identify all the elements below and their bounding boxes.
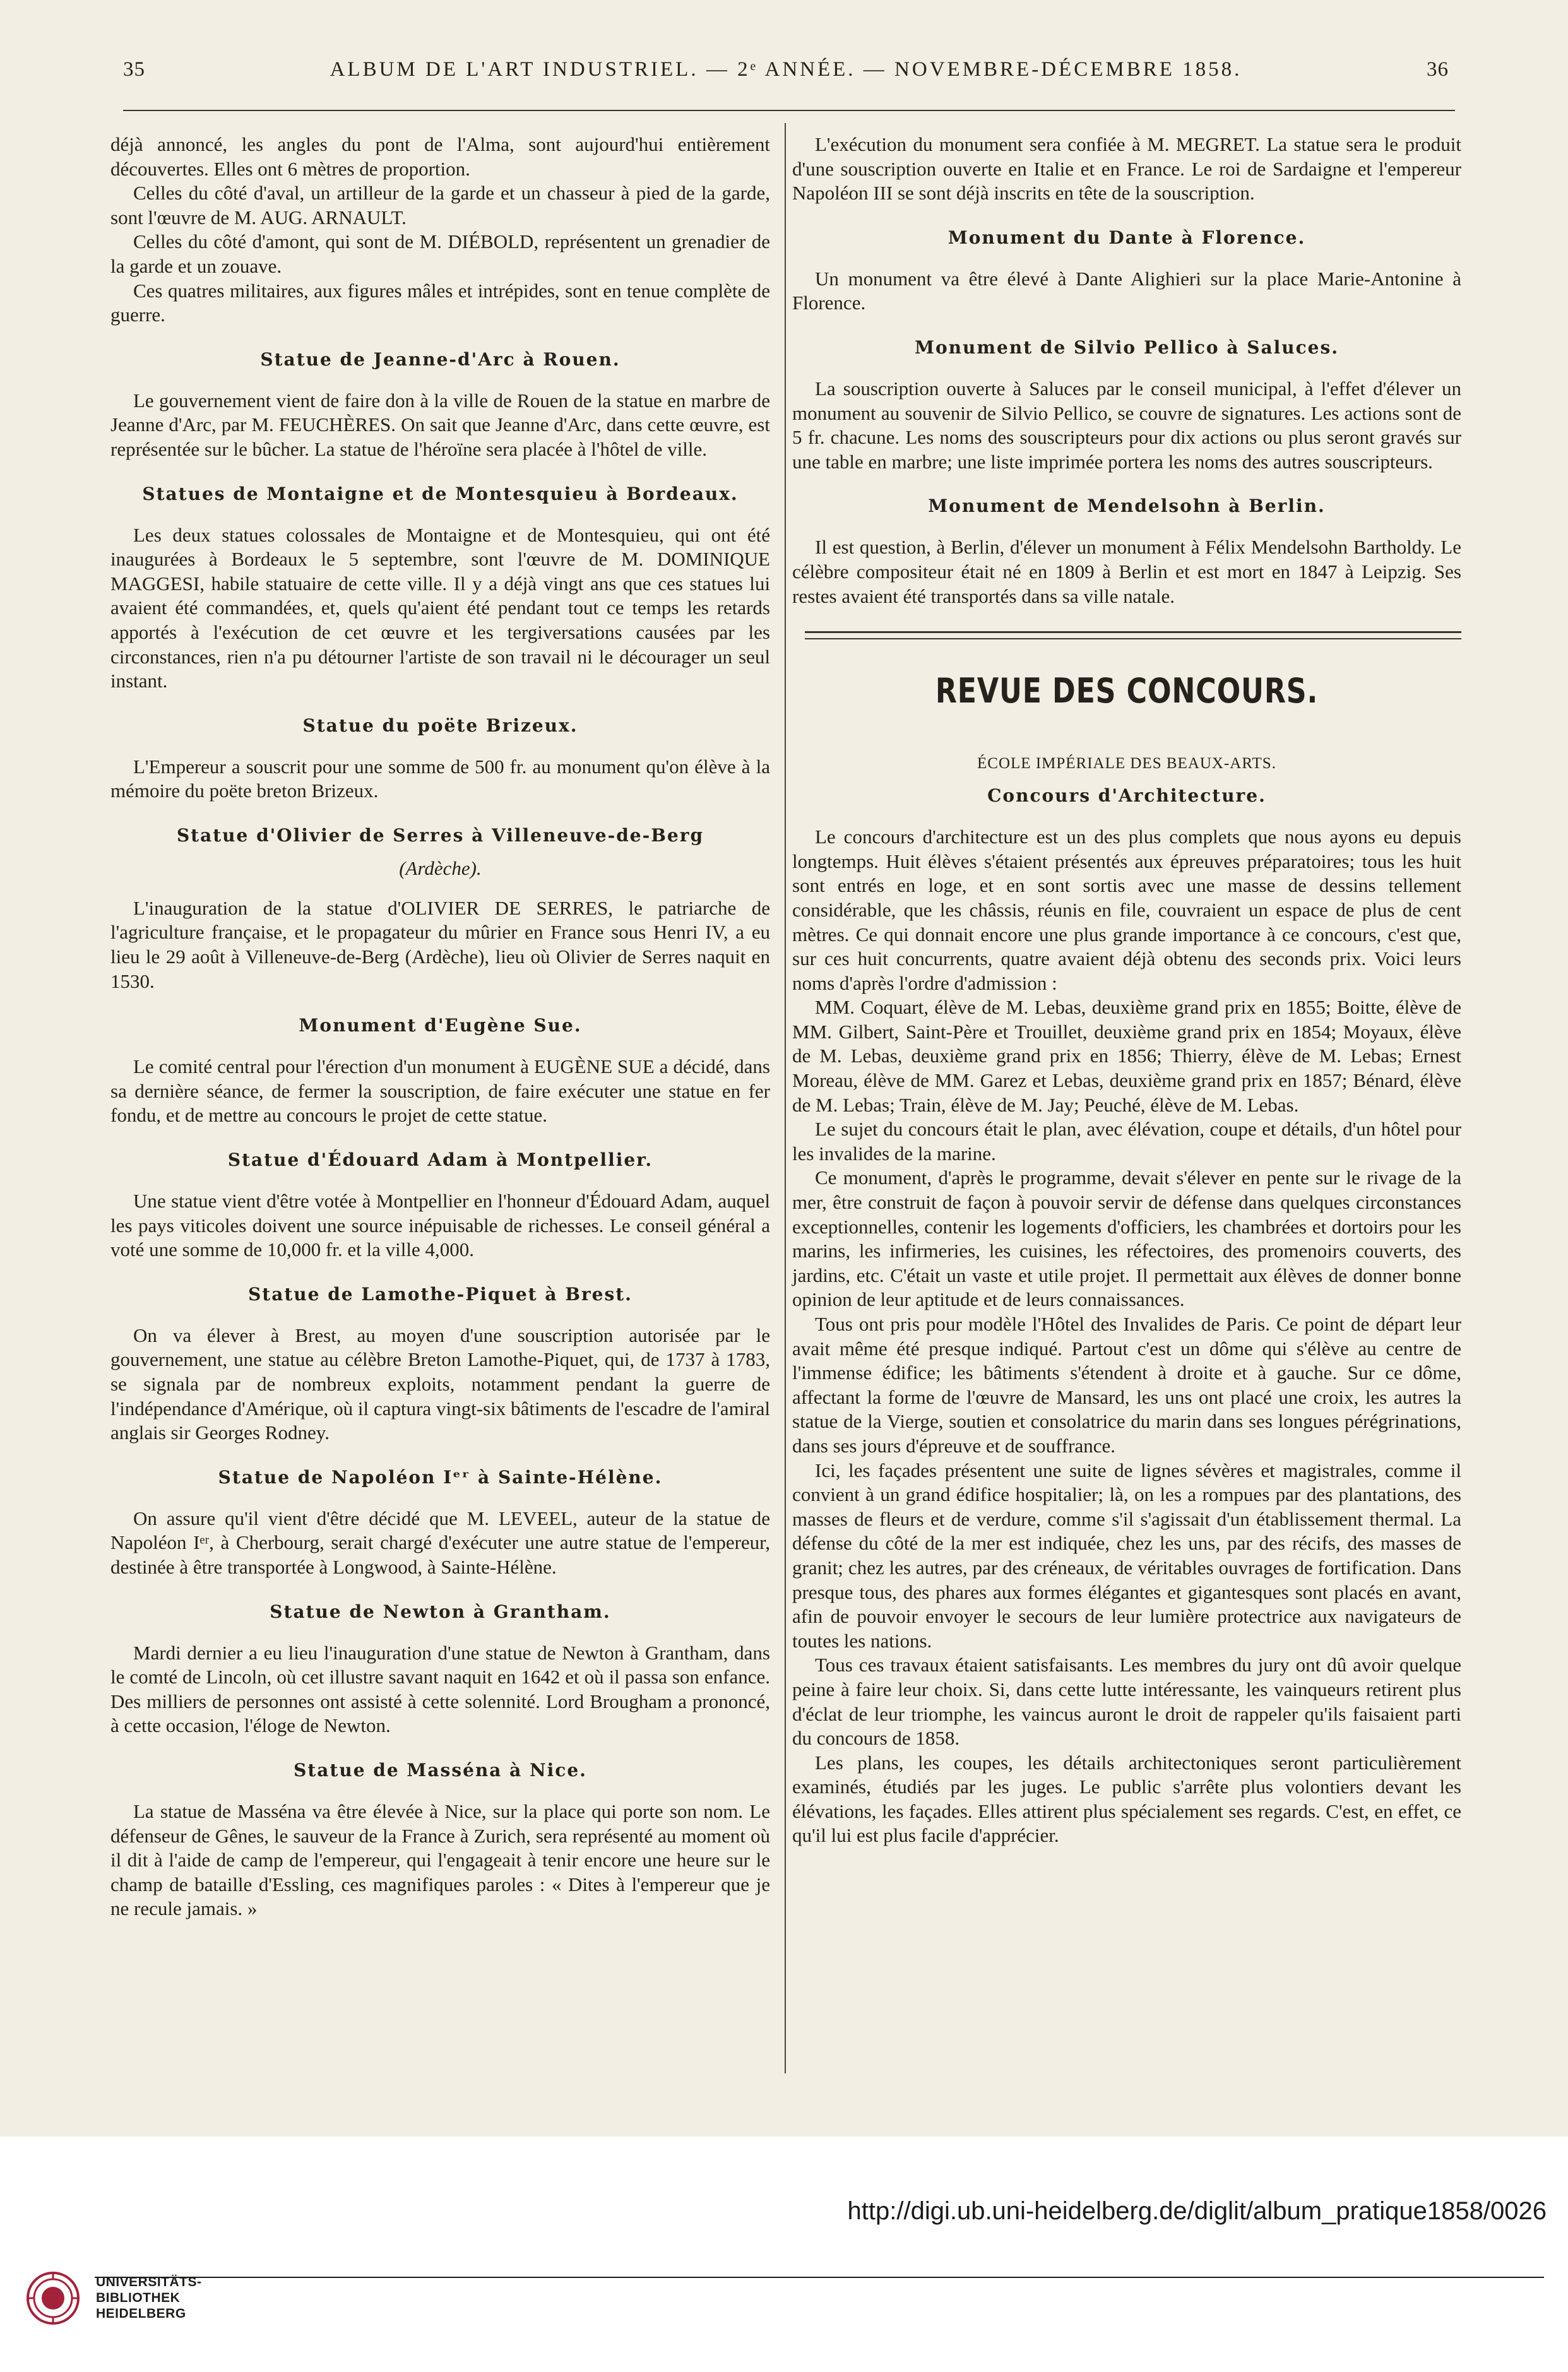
paragraph: Ces quatres militaires, aux figures mâles et intrépides, sont en tenue complète de guerre. bbox=[110, 279, 770, 326]
revue-title: REVUE DES CONCOURS. bbox=[935, 671, 1319, 711]
paragraph: Ici, les façades présentent une suite de lignes sévères et magistrales, comme il convient à un grand édifice hospitalier; là, on les a rompues par des plantations, des masses de fleurs et de verdure, comme s'il s'agissait d'un établissement thermal. La défense du côté de la mer est indiquée, chez les uns, par des récifs, des masses de granit; chez les autres, par des créneaux, de véritables ouvrages de fortification. Dans presque tous, des phares aux formes élégantes et gigantesques sont placés en avant, afin de pouvoir envoyer le secours de leur lumière protectrice aux navigateurs de toutes les nations. bbox=[792, 1459, 1461, 1652]
section-heading: Statue de Napoléon Iᵉʳ à Sainte-Hélène. bbox=[218, 1466, 663, 1488]
paragraph: Mardi dernier a eu lieu l'inauguration d'une statue de Newton à Grantham, dans le comté de Lincoln, où cet illustre savant naquit en 1642 et où il passa son enfance. Des milliers de personnes ont assisté à cette solennité. Lord Brougham a prononcé, à cette occasion, l'éloge de Newton. bbox=[110, 1641, 770, 1737]
library-name-line: UNIVERSITÄTS- bbox=[96, 2275, 202, 2289]
paragraph: Le concours d'architecture est un des plus complets que nous ayons eu depuis longtemps. Huit élèves s'étaient présentés aux épreuves préparatoires; tous les huit sont entrés en loge, et en sont sortis avec une masse de dessins tellement considérable, que les châssis, réunis en file, couvraient un espace de plus de cent mètres. Ce qui donnait encore une plus grande importance à ce concours, c'est que, sur ces huit concurrents, quatre avaient déjà obtenu des seconds prix. Voici leurs noms d'après l'ordre d'admission : bbox=[792, 826, 1461, 994]
double-rule bbox=[805, 631, 1461, 639]
school-name: ÉCOLE IMPÉRIALE DES BEAUX-ARTS. bbox=[977, 755, 1276, 773]
paragraph: MM. Coquart, élève de M. Lebas, deuxième grand prix en 1855; Boitte, élève de MM. Gilbert, Saint-Père et Trouillet, deuxième grand prix en 1854; Moyaux, élève de M. Lebas, deuxième grand prix en 1856; Thierry, élève de M. Lebas; Ernest Moreau, élève de MM. Garez et Lebas, deuxième grand prix en 1857; Bénard, élève de M. Lebas; Train, élève de M. Jay; Peuché, élève de M. Lebas. bbox=[792, 996, 1461, 1116]
section-heading: Statue du poëte Brizeux. bbox=[302, 715, 578, 736]
paragraph: Ce monument, d'après le programme, devait s'élever en pente sur le rivage de la mer, être construit de façon à pouvoir servir de défense dans quelques circonstances exceptionnelles, contenir les logements d'officiers, les chambrées et dortoirs pour les marins, les infirmeries, les cuisines, les réfectoires, des promenoirs couverts, des jardins, etc. C'était un vaste et utile projet. Il permettait aux élèves de donner bonne opinion de leur aptitude et de leurs connaissances. bbox=[792, 1166, 1461, 1311]
library-name bbox=[96, 2274, 202, 2322]
page-number-right: 36 bbox=[1427, 58, 1449, 81]
paragraph: On va élever à Brest, au moyen d'une souscription autorisée par le gouvernement, une statue au célèbre Breton Lamothe-Piquet, qui, de 1737 à 1783, se signala par de nombreux exploits, notamment pendant la guerre de l'indépendance d'Amérique, où il captura vingt-six bâtiments de l'escadre de l'amiral anglais sir Georges Rodney. bbox=[110, 1324, 770, 1444]
journal-title: ALBUM DE L'ART INDUSTRIEL. — 2ᵉ ANNÉE. — NOVEMBRE-DÉCEMBRE 1858. bbox=[330, 58, 1242, 81]
section-heading: Statues de Montaigne et de Montesquieu à Bordeaux. bbox=[142, 483, 739, 504]
paragraph: Une statue vient d'être votée à Montpellier en l'honneur d'Édouard Adam, auquel les pays viticoles doivent une source inépuisable de richesses. Le conseil général a voté une somme de 10,000 fr. et la ville 4,000. bbox=[110, 1190, 770, 1261]
paragraph: Les deux statues colossales de Montaigne et de Montesquieu, qui ont été inaugurées à Bordeaux le 5 septembre, sont l'œuvre de M. DOMINIQUE MAGGESI, habile statuaire de cette ville. Il y a déjà vingt ans que ces statues lui avaient été commandées, et, quels qu'aient été pendant tout ce temps les retards apportés à l'exécution de cet œuvre et les tergiversations causées par les circonstances, rien n'a pu détourner l'artiste de son travail ni le décourager un seul instant. bbox=[110, 523, 770, 692]
library-name-line: BIBLIOTHEK bbox=[96, 2291, 181, 2305]
paragraph: déjà annoncé, les angles du pont de l'Alma, sont aujourd'hui entièrement découvertes. Elles ont 6 mètres de proportion. bbox=[110, 133, 770, 180]
paragraph: Celles du côté d'amont, qui sont de M. DIÉBOLD, représentent un grenadier de la garde et un zouave. bbox=[110, 230, 770, 277]
paragraph: L'exécution du monument sera confiée à M. MEGRET. La statue sera le produit d'une souscription ouverte en Italie et en France. Le roi de Sardaigne et l'empereur Napoléon III se sont déjà inscrits en tête de la souscription. bbox=[792, 133, 1461, 205]
section-heading: Statue de Lamothe-Piquet à Brest. bbox=[248, 1283, 633, 1305]
section-heading: Concours d'Architecture. bbox=[987, 785, 1266, 807]
section-heading: Statue de Masséna à Nice. bbox=[294, 1759, 587, 1781]
running-header bbox=[117, 58, 1455, 90]
section-heading: Monument de Mendelsohn à Berlin. bbox=[928, 495, 1326, 517]
paragraph: Tous ces travaux étaient satisfaisants. Les membres du jury ont dû avoir quelque peine à faire leur choix. Si, dans cette lutte intéressante, les vainqueurs retirent plus d'éclat de leur triomphe, les vaincus auront le droit de rappeler qu'ils faisaient parti du concours de 1858. bbox=[792, 1654, 1461, 1750]
section-heading: Statue d'Olivier de Serres à Villeneuve-de-Berg bbox=[176, 824, 704, 846]
paragraph: Le comité central pour l'érection d'un monument à EUGÈNE SUE a décidé, dans sa dernière séance, de fermer la souscription, de faire exécuter une statue en fer fondu, et de mettre au concours le projet de cette statue. bbox=[110, 1055, 770, 1127]
university-seal-icon bbox=[24, 2269, 82, 2327]
section-heading: Statue de Newton à Grantham. bbox=[270, 1601, 611, 1622]
paragraph: La souscription ouverte à Saluces par le conseil municipal, à l'effet d'élever un monument au souvenir de Silvio Pellico, se couvre de signatures. Les actions sont de 5 fr. chacune. Les noms des souscripteurs pour dix actions ou plus seront gravés sur une table en marbre; une liste imprimée portera les noms des autres souscripteurs. bbox=[792, 377, 1461, 473]
paragraph: Il est question, à Berlin, d'élever un monument à Félix Mendelsohn Bartholdy. Le célèbre compositeur était né en 1809 à Berlin et est mort en 1847 à Leipzig. Ses restes avaient été transportés dans sa ville natale. bbox=[792, 536, 1461, 607]
paragraph: L'inauguration de la statue d'OLIVIER DE SERRES, le patriarche de l'agriculture française, et le propagateur du mûrier en France sous Henri IV, a eu lieu le 29 août à Villeneuve-de-Berg (Ardèche), lieu où Olivier de Serres naquit en 1530. bbox=[110, 896, 770, 992]
paragraph: Les plans, les coupes, les détails architectoniques seront particulièrement examinés, étudiés par les juges. Le public s'arrête plus volontiers devant les élévations, les façades. Elles attirent plus spécialement ses regards. C'est, en effet, ce qu'il lui est plus facile d'apprécier. bbox=[792, 1751, 1461, 1847]
section-heading: Monument d'Eugène Sue. bbox=[299, 1015, 582, 1036]
right-column bbox=[792, 133, 1461, 1848]
paragraph: La statue de Masséna va être élevée à Nice, sur la place qui porte son nom. Le défenseur de Gênes, le sauveur de la France à Zurich, sera représenté au moment où il dit à l'aide de camp de l'empereur, qui l'engageait à tenir encore une heure sur le champ de bataille d'Essling, ces magnifiques paroles : « Dites à l'empereur que je ne recule jamais. » bbox=[110, 1800, 770, 1920]
section-subheading: (Ardèche). bbox=[399, 857, 482, 879]
section-heading: Statue de Jeanne-d'Arc à Rouen. bbox=[260, 348, 621, 370]
page-number-left: 35 bbox=[123, 58, 145, 81]
section-heading: Monument de Silvio Pellico à Saluces. bbox=[915, 336, 1339, 358]
paragraph: Tous ont pris pour modèle l'Hôtel des Invalides de Paris. Ce point de départ leur avait même été presque indiqué. Partout c'est un dôme qui s'élève au centre de l'immense édifice; les bâtiments s'étendent à droite et à gauche. Sur ce dôme, affectant la forme de l'œuvre de Mansard, les uns ont placé une croix, les autres la statue de la Vierge, soutien et consolatrice du marin dans ses longues pérégrinations, dans ses jours d'épreuve et de souffrance. bbox=[792, 1313, 1461, 1457]
left-column bbox=[110, 133, 770, 1921]
permalink[interactable]: http://digi.ub.uni-heidelberg.de/diglit/album_pratique1858/0026 bbox=[847, 2197, 1547, 2225]
paragraph: Celles du côté d'aval, un artilleur de la garde et un chasseur à pied de la garde, sont l'œuvre de M. AUG. ARNAULT. bbox=[110, 182, 770, 228]
footer-rule bbox=[95, 2277, 1544, 2278]
paragraph: L'Empereur a souscrit pour une somme de 500 fr. au monument qu'on élève à la mémoire du poëte breton Brizeux. bbox=[110, 755, 770, 802]
header-rule bbox=[123, 110, 1455, 111]
library-name-line: HEIDELBERG bbox=[96, 2306, 186, 2321]
section-heading: Statue d'Édouard Adam à Montpellier. bbox=[227, 1149, 653, 1171]
column-separator bbox=[785, 123, 786, 2073]
paragraph: Le sujet du concours était le plan, avec élévation, coupe et détails, d'un hôtel pour les invalides de la marine. bbox=[792, 1118, 1461, 1165]
paragraph: Le gouvernement vient de faire don à la ville de Rouen de la statue en marbre de Jeanne d'Arc, par M. FEUCHÈRES. On sait que Jeanne d'Arc, dans cette œuvre, est représentée sur le bûcher. La statue de l'héroïne sera placée à l'hôtel de ville. bbox=[110, 389, 770, 460]
section-heading: Monument du Dante à Florence. bbox=[947, 227, 1306, 248]
paragraph: Un monument va être élevé à Dante Alighieri sur la place Marie-Antonine à Florence. bbox=[792, 267, 1461, 314]
library-footer bbox=[0, 2137, 1568, 2372]
paragraph: On assure qu'il vient d'être décidé que M. LEVEEL, auteur de la statue de Napoléon Iᵉʳ, à Cherbourg, serait chargé d'exécuter une autre statue de l'empereur, destinée à être transportée à Longwood, à Sainte-Hélène. bbox=[110, 1507, 770, 1578]
